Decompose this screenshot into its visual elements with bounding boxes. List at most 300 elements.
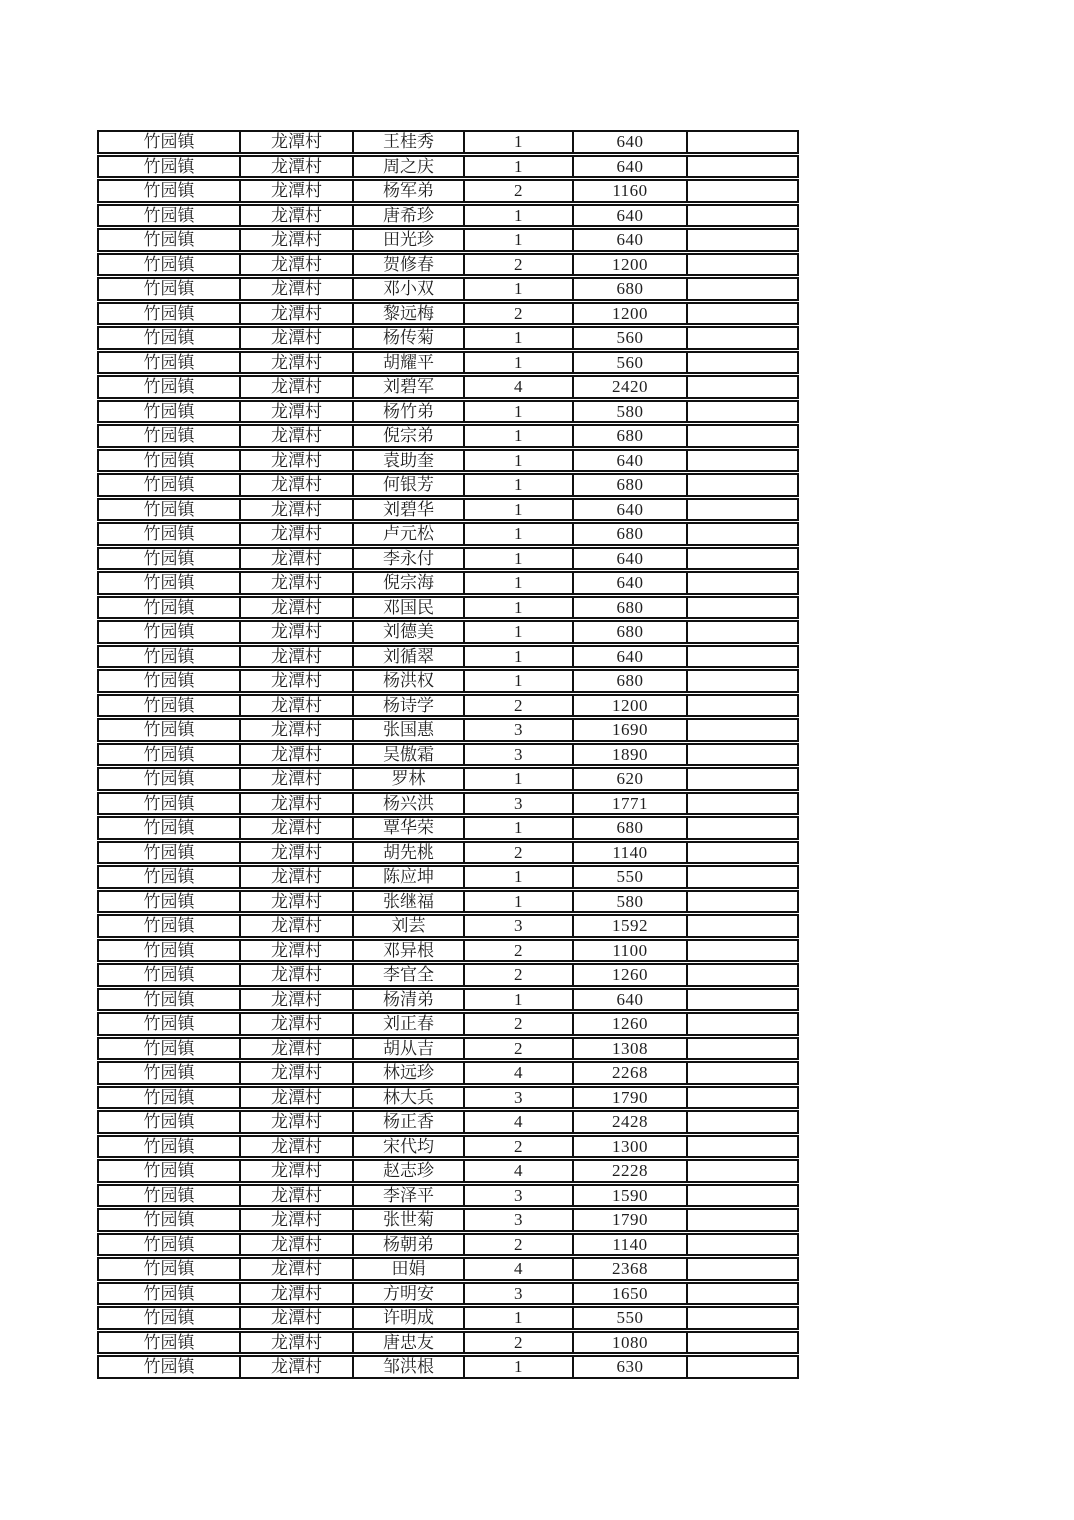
cell-village: 龙潭村 (240, 1012, 353, 1036)
cell-town: 竹园镇 (97, 792, 240, 816)
cell-note (687, 228, 799, 252)
cell-note (687, 302, 799, 326)
cell-note (687, 1061, 799, 1085)
table-row (97, 816, 799, 840)
cell-name: 胡从吉 (353, 1037, 464, 1061)
table-row (97, 473, 799, 497)
cell-note (687, 694, 799, 718)
cell-town: 竹园镇 (97, 473, 240, 497)
cell-count: 1 (464, 620, 573, 644)
cell-village: 龙潭村 (240, 449, 353, 473)
cell-village: 龙潭村 (240, 424, 353, 448)
table-row (97, 375, 799, 399)
cell-amount: 680 (573, 816, 687, 840)
cell-amount: 640 (573, 228, 687, 252)
cell-note (687, 155, 799, 179)
cell-count: 2 (464, 253, 573, 277)
cell-amount: 640 (573, 988, 687, 1012)
cell-count: 1 (464, 890, 573, 914)
cell-town: 竹园镇 (97, 571, 240, 595)
table-row (97, 400, 799, 424)
cell-name: 贺修春 (353, 253, 464, 277)
cell-name: 倪宗弟 (353, 424, 464, 448)
table-row (97, 963, 799, 987)
cell-town: 竹园镇 (97, 449, 240, 473)
cell-name: 杨诗学 (353, 694, 464, 718)
table-row (97, 1184, 799, 1208)
cell-count: 1 (464, 400, 573, 424)
cell-town: 竹园镇 (97, 424, 240, 448)
cell-amount: 1200 (573, 253, 687, 277)
table-row (97, 1037, 799, 1061)
cell-town: 竹园镇 (97, 204, 240, 228)
table-row (97, 179, 799, 203)
cell-count: 4 (464, 1257, 573, 1281)
cell-count: 1 (464, 522, 573, 546)
cell-count: 2 (464, 1331, 573, 1355)
cell-count: 1 (464, 424, 573, 448)
table-row (97, 253, 799, 277)
cell-amount: 680 (573, 473, 687, 497)
cell-village: 龙潭村 (240, 914, 353, 938)
cell-village: 龙潭村 (240, 253, 353, 277)
cell-town: 竹园镇 (97, 228, 240, 252)
cell-count: 4 (464, 1159, 573, 1183)
cell-note (687, 743, 799, 767)
cell-village: 龙潭村 (240, 498, 353, 522)
cell-amount: 1160 (573, 179, 687, 203)
cell-count: 1 (464, 865, 573, 889)
cell-name: 刘碧华 (353, 498, 464, 522)
cell-count: 3 (464, 914, 573, 938)
cell-note (687, 277, 799, 301)
cell-count: 1 (464, 204, 573, 228)
cell-count: 1 (464, 473, 573, 497)
cell-village: 龙潭村 (240, 1282, 353, 1306)
cell-count: 4 (464, 375, 573, 399)
cell-count: 2 (464, 1037, 573, 1061)
table-row (97, 1110, 799, 1134)
cell-amount: 1790 (573, 1086, 687, 1110)
cell-note (687, 449, 799, 473)
cell-amount: 2268 (573, 1061, 687, 1085)
cell-village: 龙潭村 (240, 596, 353, 620)
cell-note (687, 179, 799, 203)
cell-village: 龙潭村 (240, 841, 353, 865)
cell-name: 杨竹弟 (353, 400, 464, 424)
cell-amount: 2228 (573, 1159, 687, 1183)
cell-amount: 680 (573, 277, 687, 301)
table-row (97, 547, 799, 571)
cell-name: 方明安 (353, 1282, 464, 1306)
cell-name: 覃华荣 (353, 816, 464, 840)
cell-count: 1 (464, 1306, 573, 1330)
cell-amount: 1200 (573, 694, 687, 718)
table-row (97, 1233, 799, 1257)
cell-name: 吴傲霜 (353, 743, 464, 767)
table-row (97, 890, 799, 914)
cell-amount: 640 (573, 571, 687, 595)
cell-town: 竹园镇 (97, 547, 240, 571)
cell-count: 1 (464, 277, 573, 301)
cell-count: 1 (464, 326, 573, 350)
cell-amount: 640 (573, 449, 687, 473)
cell-town: 竹园镇 (97, 1257, 240, 1281)
cell-town: 竹园镇 (97, 939, 240, 963)
table-row (97, 988, 799, 1012)
cell-count: 1 (464, 816, 573, 840)
cell-town: 竹园镇 (97, 155, 240, 179)
cell-count: 1 (464, 645, 573, 669)
table-row (97, 351, 799, 375)
cell-note (687, 669, 799, 693)
table-row (97, 1331, 799, 1355)
cell-note (687, 1331, 799, 1355)
table-row (97, 1012, 799, 1036)
cell-town: 竹园镇 (97, 1012, 240, 1036)
cell-town: 竹园镇 (97, 865, 240, 889)
cell-note (687, 547, 799, 571)
table-row (97, 1159, 799, 1183)
cell-town: 竹园镇 (97, 767, 240, 791)
cell-note (687, 1086, 799, 1110)
table-row (97, 620, 799, 644)
cell-name: 邹洪根 (353, 1355, 464, 1379)
cell-amount: 1890 (573, 743, 687, 767)
cell-count: 3 (464, 1086, 573, 1110)
cell-village: 龙潭村 (240, 1355, 353, 1379)
cell-town: 竹园镇 (97, 1306, 240, 1330)
cell-count: 2 (464, 841, 573, 865)
cell-name: 胡先桃 (353, 841, 464, 865)
cell-village: 龙潭村 (240, 400, 353, 424)
table-row (97, 204, 799, 228)
cell-village: 龙潭村 (240, 302, 353, 326)
cell-town: 竹园镇 (97, 1184, 240, 1208)
cell-amount: 1140 (573, 841, 687, 865)
cell-count: 1 (464, 228, 573, 252)
cell-town: 竹园镇 (97, 1037, 240, 1061)
table-row (97, 718, 799, 742)
cell-amount: 630 (573, 1355, 687, 1379)
cell-note (687, 1012, 799, 1036)
cell-name: 杨朝弟 (353, 1233, 464, 1257)
cell-town: 竹园镇 (97, 1110, 240, 1134)
cell-village: 龙潭村 (240, 963, 353, 987)
cell-name: 李泽平 (353, 1184, 464, 1208)
cell-amount: 560 (573, 326, 687, 350)
cell-count: 3 (464, 1282, 573, 1306)
table-row (97, 302, 799, 326)
table-row (97, 596, 799, 620)
cell-count: 4 (464, 1110, 573, 1134)
document-page (97, 129, 799, 1380)
cell-village: 龙潭村 (240, 645, 353, 669)
cell-note (687, 988, 799, 1012)
cell-name: 许明成 (353, 1306, 464, 1330)
cell-village: 龙潭村 (240, 473, 353, 497)
cell-amount: 680 (573, 596, 687, 620)
cell-village: 龙潭村 (240, 988, 353, 1012)
cell-town: 竹园镇 (97, 1159, 240, 1183)
cell-town: 竹园镇 (97, 1061, 240, 1085)
cell-count: 1 (464, 130, 573, 154)
cell-note (687, 1306, 799, 1330)
cell-note (687, 1135, 799, 1159)
cell-count: 1 (464, 669, 573, 693)
cell-village: 龙潭村 (240, 792, 353, 816)
table-row (97, 1208, 799, 1232)
cell-town: 竹园镇 (97, 694, 240, 718)
cell-note (687, 326, 799, 350)
cell-town: 竹园镇 (97, 841, 240, 865)
cell-note (687, 1184, 799, 1208)
cell-note (687, 841, 799, 865)
table-row (97, 228, 799, 252)
cell-name: 邓小双 (353, 277, 464, 301)
cell-name: 林远珍 (353, 1061, 464, 1085)
cell-name: 杨正香 (353, 1110, 464, 1134)
cell-town: 竹园镇 (97, 669, 240, 693)
cell-amount: 2420 (573, 375, 687, 399)
cell-note (687, 1208, 799, 1232)
cell-amount: 560 (573, 351, 687, 375)
cell-name: 张国惠 (353, 718, 464, 742)
cell-amount: 1100 (573, 939, 687, 963)
cell-note (687, 204, 799, 228)
cell-village: 龙潭村 (240, 865, 353, 889)
cell-name: 杨兴洪 (353, 792, 464, 816)
cell-town: 竹园镇 (97, 179, 240, 203)
cell-village: 龙潭村 (240, 1061, 353, 1085)
cell-count: 2 (464, 1135, 573, 1159)
cell-note (687, 718, 799, 742)
cell-village: 龙潭村 (240, 179, 353, 203)
cell-amount: 1690 (573, 718, 687, 742)
cell-name: 宋代均 (353, 1135, 464, 1159)
cell-village: 龙潭村 (240, 939, 353, 963)
cell-amount: 620 (573, 767, 687, 791)
cell-note (687, 400, 799, 424)
cell-amount: 1308 (573, 1037, 687, 1061)
cell-note (687, 522, 799, 546)
cell-note (687, 1159, 799, 1183)
cell-village: 龙潭村 (240, 718, 353, 742)
cell-town: 竹园镇 (97, 1282, 240, 1306)
cell-amount: 1080 (573, 1331, 687, 1355)
cell-count: 2 (464, 302, 573, 326)
cell-amount: 680 (573, 620, 687, 644)
cell-note (687, 596, 799, 620)
cell-count: 1 (464, 988, 573, 1012)
cell-note (687, 473, 799, 497)
cell-name: 袁助奎 (353, 449, 464, 473)
cell-name: 杨传菊 (353, 326, 464, 350)
cell-town: 竹园镇 (97, 1331, 240, 1355)
cell-count: 1 (464, 571, 573, 595)
cell-village: 龙潭村 (240, 767, 353, 791)
cell-name: 罗林 (353, 767, 464, 791)
table-row (97, 1061, 799, 1085)
cell-name: 唐希珍 (353, 204, 464, 228)
cell-count: 3 (464, 718, 573, 742)
table-row (97, 841, 799, 865)
cell-count: 1 (464, 351, 573, 375)
table-row (97, 792, 799, 816)
cell-name: 卢元松 (353, 522, 464, 546)
cell-village: 龙潭村 (240, 571, 353, 595)
cell-note (687, 375, 799, 399)
table-row (97, 130, 799, 154)
cell-note (687, 424, 799, 448)
cell-town: 竹园镇 (97, 1135, 240, 1159)
table-row (97, 1257, 799, 1281)
cell-amount: 640 (573, 155, 687, 179)
cell-amount: 550 (573, 865, 687, 889)
cell-amount: 640 (573, 547, 687, 571)
cell-amount: 1200 (573, 302, 687, 326)
table-row (97, 939, 799, 963)
records-table (97, 129, 799, 1380)
cell-amount: 680 (573, 522, 687, 546)
cell-amount: 640 (573, 204, 687, 228)
cell-name: 林大兵 (353, 1086, 464, 1110)
cell-name: 赵志珍 (353, 1159, 464, 1183)
cell-name: 刘德美 (353, 620, 464, 644)
cell-count: 4 (464, 1061, 573, 1085)
cell-name: 邓国民 (353, 596, 464, 620)
cell-name: 陈应坤 (353, 865, 464, 889)
table-row (97, 694, 799, 718)
cell-note (687, 645, 799, 669)
cell-name: 张继福 (353, 890, 464, 914)
cell-name: 田光珍 (353, 228, 464, 252)
cell-village: 龙潭村 (240, 1135, 353, 1159)
cell-note (687, 1282, 799, 1306)
cell-amount: 640 (573, 645, 687, 669)
cell-name: 黎远梅 (353, 302, 464, 326)
table-row (97, 645, 799, 669)
cell-village: 龙潭村 (240, 547, 353, 571)
table-row (97, 865, 799, 889)
cell-note (687, 1110, 799, 1134)
cell-amount: 1260 (573, 963, 687, 987)
cell-name: 杨清弟 (353, 988, 464, 1012)
cell-town: 竹园镇 (97, 645, 240, 669)
cell-village: 龙潭村 (240, 669, 353, 693)
cell-amount: 550 (573, 1306, 687, 1330)
cell-name: 李永付 (353, 547, 464, 571)
cell-amount: 1260 (573, 1012, 687, 1036)
cell-village: 龙潭村 (240, 375, 353, 399)
cell-town: 竹园镇 (97, 718, 240, 742)
cell-town: 竹园镇 (97, 498, 240, 522)
cell-note (687, 498, 799, 522)
cell-name: 胡耀平 (353, 351, 464, 375)
cell-amount: 1140 (573, 1233, 687, 1257)
cell-amount: 1590 (573, 1184, 687, 1208)
cell-count: 2 (464, 963, 573, 987)
cell-count: 1 (464, 1355, 573, 1379)
cell-count: 1 (464, 155, 573, 179)
cell-town: 竹园镇 (97, 816, 240, 840)
cell-note (687, 620, 799, 644)
cell-amount: 2368 (573, 1257, 687, 1281)
table-row (97, 498, 799, 522)
cell-count: 1 (464, 547, 573, 571)
cell-village: 龙潭村 (240, 743, 353, 767)
table-row (97, 277, 799, 301)
cell-count: 3 (464, 792, 573, 816)
cell-name: 李官全 (353, 963, 464, 987)
cell-count: 2 (464, 1233, 573, 1257)
cell-village: 龙潭村 (240, 1037, 353, 1061)
cell-note (687, 1257, 799, 1281)
cell-amount: 680 (573, 669, 687, 693)
cell-town: 竹园镇 (97, 1355, 240, 1379)
cell-amount: 640 (573, 130, 687, 154)
cell-note (687, 571, 799, 595)
cell-village: 龙潭村 (240, 522, 353, 546)
cell-name: 倪宗海 (353, 571, 464, 595)
cell-note (687, 351, 799, 375)
cell-town: 竹园镇 (97, 277, 240, 301)
cell-village: 龙潭村 (240, 1331, 353, 1355)
cell-count: 2 (464, 694, 573, 718)
cell-village: 龙潭村 (240, 1086, 353, 1110)
cell-note (687, 1355, 799, 1379)
cell-town: 竹园镇 (97, 963, 240, 987)
cell-name: 杨军弟 (353, 179, 464, 203)
cell-town: 竹园镇 (97, 253, 240, 277)
cell-note (687, 816, 799, 840)
cell-amount: 1592 (573, 914, 687, 938)
cell-town: 竹园镇 (97, 522, 240, 546)
cell-amount: 1790 (573, 1208, 687, 1232)
cell-name: 刘碧军 (353, 375, 464, 399)
cell-count: 3 (464, 1184, 573, 1208)
cell-village: 龙潭村 (240, 890, 353, 914)
cell-amount: 580 (573, 890, 687, 914)
cell-count: 2 (464, 179, 573, 203)
cell-village: 龙潭村 (240, 155, 353, 179)
table-row (97, 326, 799, 350)
cell-note (687, 792, 799, 816)
cell-name: 刘正春 (353, 1012, 464, 1036)
cell-town: 竹园镇 (97, 596, 240, 620)
table-row (97, 1355, 799, 1379)
cell-town: 竹园镇 (97, 914, 240, 938)
cell-name: 王桂秀 (353, 130, 464, 154)
cell-village: 龙潭村 (240, 228, 353, 252)
cell-amount: 680 (573, 424, 687, 448)
table-row (97, 669, 799, 693)
cell-count: 1 (464, 498, 573, 522)
cell-note (687, 963, 799, 987)
cell-name: 杨洪权 (353, 669, 464, 693)
table-row (97, 1282, 799, 1306)
cell-amount: 1300 (573, 1135, 687, 1159)
cell-village: 龙潭村 (240, 816, 353, 840)
cell-name: 刘循翠 (353, 645, 464, 669)
table-row (97, 743, 799, 767)
cell-village: 龙潭村 (240, 204, 353, 228)
cell-name: 张世菊 (353, 1208, 464, 1232)
cell-village: 龙潭村 (240, 1110, 353, 1134)
cell-town: 竹园镇 (97, 302, 240, 326)
cell-village: 龙潭村 (240, 277, 353, 301)
cell-town: 竹园镇 (97, 1086, 240, 1110)
